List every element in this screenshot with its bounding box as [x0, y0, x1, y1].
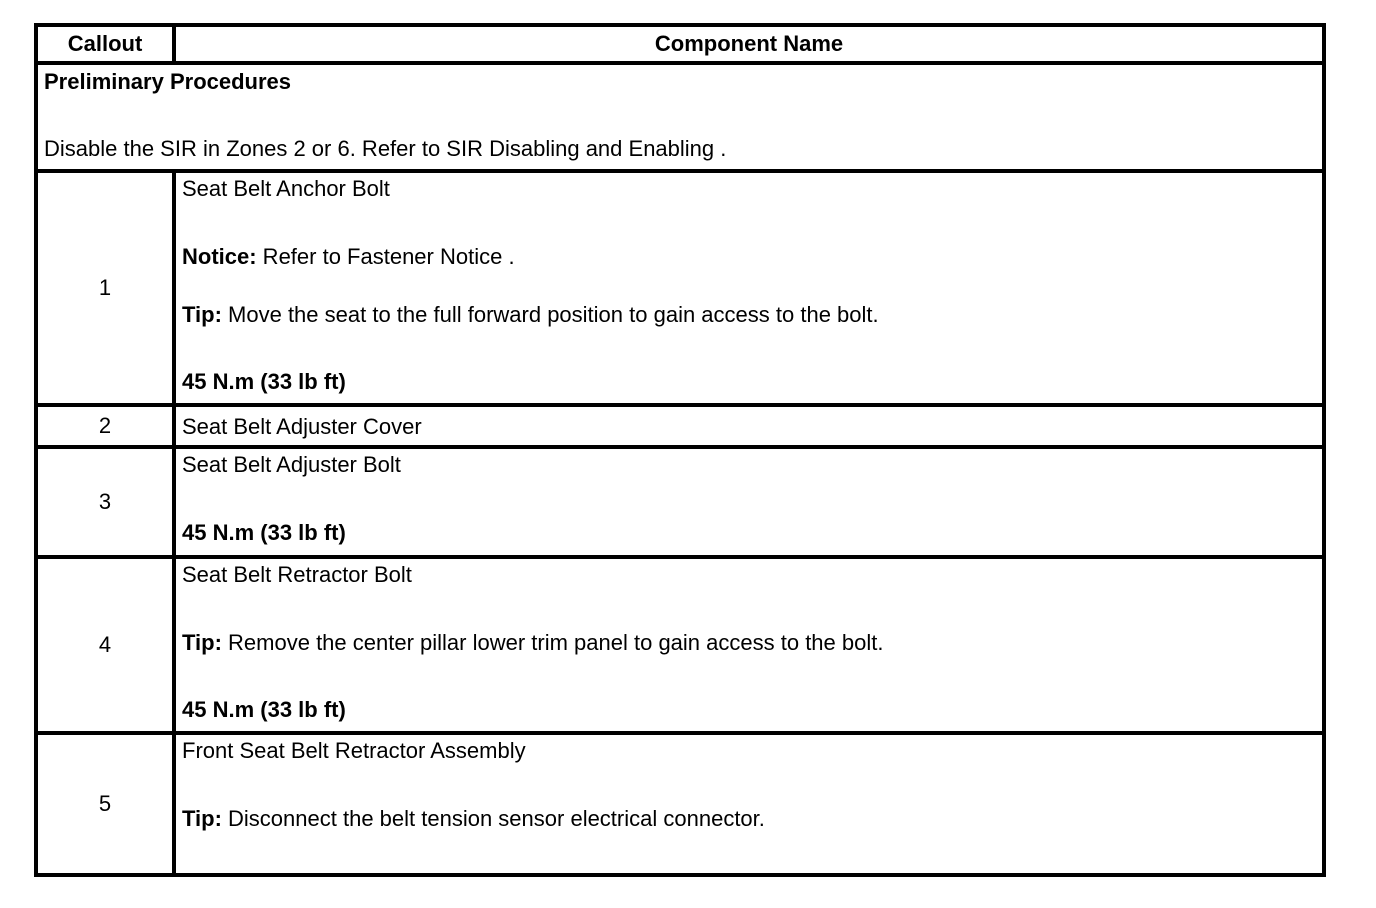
tip-label: Tip:	[182, 630, 222, 655]
header-row	[36, 25, 1324, 63]
component-name: Seat Belt Adjuster Bolt	[182, 452, 401, 477]
tip-text: Move the seat to the full forward position to gain access to the bolt.	[221, 302, 879, 327]
preliminary-text: Disable the SIR in Zones 2 or 6. Refer to SIR Disabling and Enabling .	[44, 136, 727, 161]
component-cell	[174, 557, 1324, 733]
tip-text: Remove the center pillar lower trim panel to gain access to the bolt.	[221, 630, 884, 655]
callout-cell: 5	[36, 733, 174, 875]
notice-text: Refer to Fastener Notice .	[256, 244, 515, 269]
component-table	[34, 23, 1326, 877]
tip-line	[182, 630, 1316, 656]
table-row	[36, 405, 1324, 447]
header-component-name: Component Name	[174, 25, 1324, 63]
notice-label: Notice:	[182, 244, 257, 269]
table-row	[36, 171, 1324, 405]
callout-cell: 3	[36, 447, 174, 557]
component-name: Seat Belt Adjuster Cover	[182, 413, 422, 439]
component-name: Seat Belt Retractor Bolt	[182, 562, 412, 587]
preliminary-cell	[36, 63, 1324, 171]
callout-cell: 2	[36, 405, 174, 447]
callout-cell: 4	[36, 557, 174, 733]
preliminary-row	[36, 63, 1324, 171]
header-callout: Callout	[36, 25, 174, 63]
tip-line	[182, 302, 1316, 328]
preliminary-title: Preliminary Procedures	[44, 69, 292, 94]
torque-spec: 45 N.m (33 lb ft)	[182, 697, 346, 722]
component-cell	[174, 405, 1324, 447]
torque-spec: 45 N.m (33 lb ft)	[182, 369, 346, 394]
torque-spec: 45 N.m (33 lb ft)	[182, 520, 346, 545]
table-row	[36, 733, 1324, 875]
component-cell	[174, 171, 1324, 405]
component-name: Seat Belt Anchor Bolt	[182, 176, 390, 201]
component-cell	[174, 447, 1324, 557]
table-row	[36, 557, 1324, 733]
tip-label: Tip:	[182, 302, 222, 327]
tip-text: Disconnect the belt tension sensor electrical connector.	[221, 806, 765, 831]
notice-line	[182, 244, 1316, 270]
callout-cell: 1	[36, 171, 174, 405]
component-cell	[174, 733, 1324, 875]
component-name: Front Seat Belt Retractor Assembly	[182, 738, 526, 763]
tip-line	[182, 806, 1316, 832]
table-row	[36, 447, 1324, 557]
tip-label: Tip:	[182, 806, 222, 831]
